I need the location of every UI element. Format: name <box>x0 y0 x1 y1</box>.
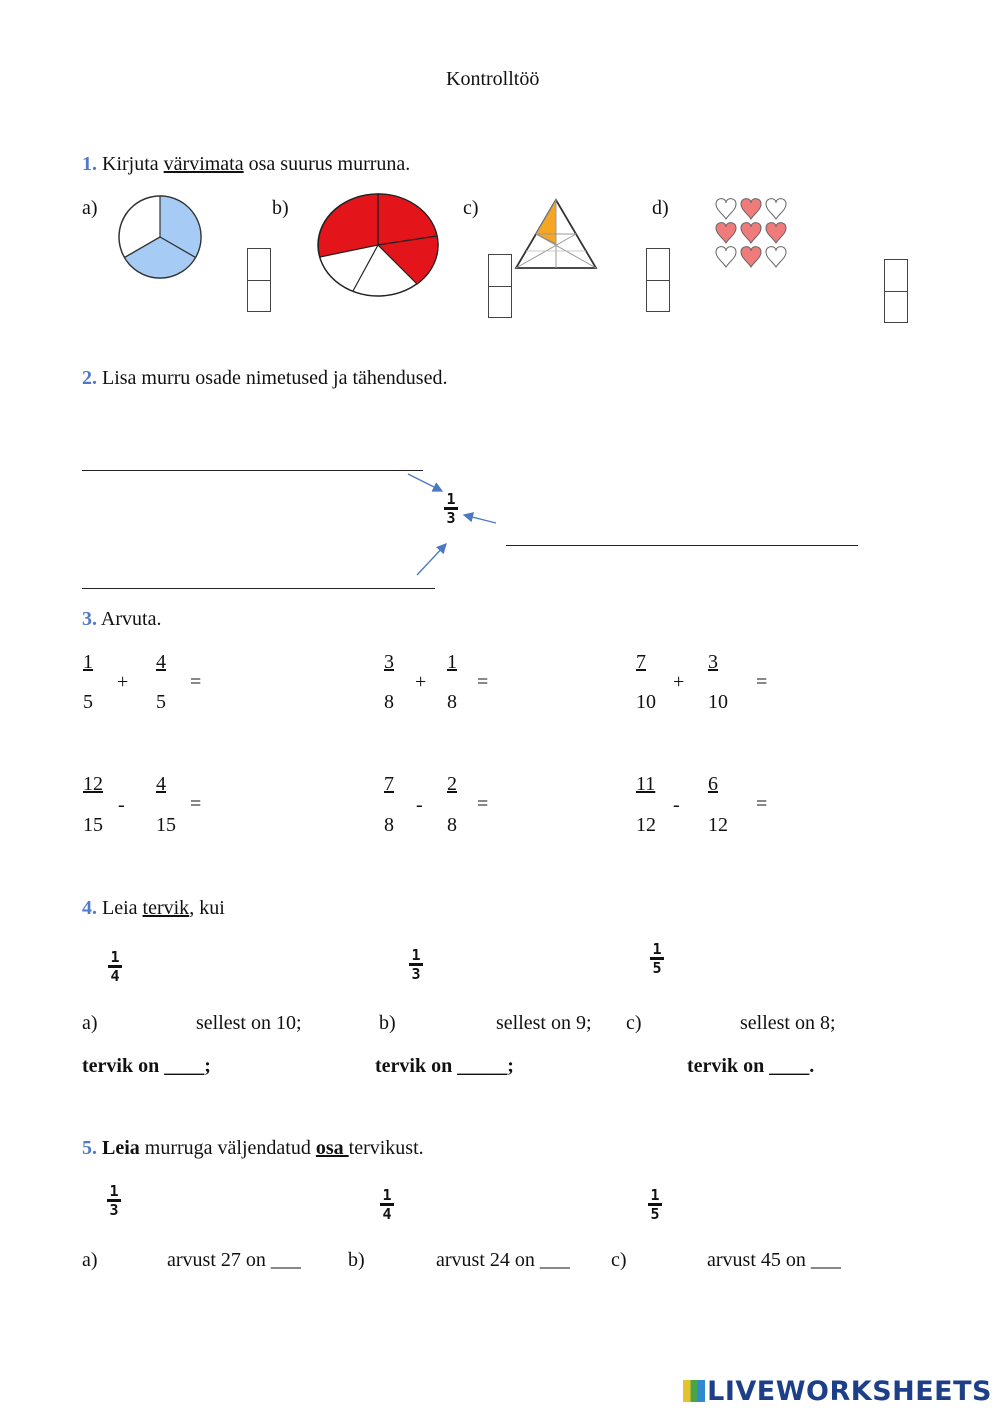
fraction-one-fourth <box>108 950 122 983</box>
task4-label-c: c) <box>626 1012 642 1034</box>
task5-label-a: a) <box>82 1249 98 1271</box>
fraction-one-fourth <box>380 1188 394 1221</box>
answer-box-b[interactable] <box>488 254 512 318</box>
equals: = <box>477 793 489 815</box>
frac-num: 4 <box>156 773 166 795</box>
task4-heading <box>82 897 225 920</box>
frac-den: 8 <box>447 691 457 713</box>
equals: = <box>756 671 768 693</box>
fraction-numerator: 1 <box>109 1182 119 1200</box>
task5-label-b: b) <box>348 1249 365 1271</box>
fraction-denominator: 4 <box>110 967 120 985</box>
task4-label-a: a) <box>82 1012 98 1034</box>
operator: + <box>415 671 427 693</box>
answer-box-c[interactable] <box>646 248 670 312</box>
task3-number: 3. <box>82 608 97 630</box>
fraction-numerator: 1 <box>411 946 421 964</box>
frac-den: 15 <box>156 814 176 836</box>
fraction-numerator: 1 <box>382 1186 392 1204</box>
operator: - <box>416 794 423 816</box>
task5-label-c: c) <box>611 1249 627 1271</box>
answer-field-a[interactable]: tervik on ____; <box>82 1055 211 1077</box>
fraction-denominator: 5 <box>652 959 662 977</box>
task4-text-b: sellest on 9; <box>496 1012 592 1034</box>
hearts-figure <box>710 194 794 274</box>
task2-heading <box>82 367 447 390</box>
task2-number: 2. <box>82 367 97 389</box>
task4-text-c: sellest on 8; <box>740 1012 836 1034</box>
task5-number: 5. <box>82 1137 97 1159</box>
frac-den: 10 <box>708 691 728 713</box>
logo-text: LIVEWORKSHEETS <box>707 1376 992 1407</box>
fraction-one-third <box>409 948 423 981</box>
fraction-numerator: 1 <box>446 490 456 508</box>
operator: + <box>117 671 129 693</box>
task1-text-post: osa suurus murruna. <box>243 153 411 175</box>
task1-label-b: b) <box>272 197 289 219</box>
answer-line-bottom[interactable] <box>82 588 435 589</box>
task4-number: 4. <box>82 897 97 919</box>
task5-heading <box>82 1137 424 1160</box>
equals: = <box>190 671 202 693</box>
frac-den: 12 <box>636 814 656 836</box>
frac-num: 3 <box>708 651 718 673</box>
answer-field-b[interactable]: tervik on _____; <box>375 1055 514 1077</box>
frac-num: 6 <box>708 773 718 795</box>
liveworksheets-logo <box>683 1376 992 1407</box>
fraction-one-fifth <box>650 942 664 975</box>
frac-num: 7 <box>384 773 394 795</box>
task1-label-c: c) <box>463 197 479 219</box>
equals: = <box>756 793 768 815</box>
operator: + <box>673 671 685 693</box>
answer-box-a[interactable] <box>247 248 271 312</box>
fraction-numerator: 1 <box>650 1186 660 1204</box>
answer-line-top[interactable] <box>82 470 423 471</box>
task1-text-pre: Kirjuta <box>102 153 164 175</box>
frac-den: 8 <box>384 691 394 713</box>
logo-icon <box>683 1380 705 1402</box>
task3-heading <box>82 608 161 631</box>
frac-num: 11 <box>636 773 656 795</box>
frac-den: 15 <box>83 814 103 836</box>
task1-underlined: värvimata <box>163 153 244 175</box>
frac-den: 8 <box>447 814 457 836</box>
answer-box-d[interactable] <box>884 259 908 323</box>
operator: - <box>118 794 125 816</box>
task4-text-a: sellest on 10; <box>196 1012 302 1034</box>
frac-num: 1 <box>447 651 457 673</box>
answer-field-c[interactable]: arvust 45 on ___ <box>707 1249 841 1271</box>
task1-label-a: a) <box>82 197 98 219</box>
frac-den: 10 <box>636 691 656 713</box>
frac-den: 12 <box>708 814 728 836</box>
frac-den: 8 <box>384 814 394 836</box>
operator: - <box>673 794 680 816</box>
answer-field-c[interactable]: tervik on ____. <box>687 1055 815 1077</box>
frac-den: 5 <box>83 691 93 713</box>
equals: = <box>477 671 489 693</box>
answer-line-right[interactable] <box>506 545 858 546</box>
fraction-denominator: 5 <box>650 1205 660 1223</box>
task2-text: Lisa murru osade nimetused ja tähendused. <box>102 367 448 389</box>
task4-underlined: tervik <box>142 897 190 919</box>
pointer-arrows <box>400 470 510 580</box>
frac-num: 3 <box>384 651 394 673</box>
fraction-numerator: 1 <box>652 940 662 958</box>
task4-text-post: , kui <box>189 897 225 919</box>
task5-underlined: osa <box>315 1137 349 1159</box>
task4-label-b: b) <box>379 1012 396 1034</box>
fraction-denominator: 3 <box>109 1201 119 1219</box>
task5-text-post: tervikust. <box>348 1137 424 1159</box>
answer-field-b[interactable]: arvust 24 on ___ <box>436 1249 570 1271</box>
frac-num: 7 <box>636 651 646 673</box>
task4-text-pre: Leia <box>102 897 143 919</box>
frac-num: 2 <box>447 773 457 795</box>
frac-num: 12 <box>83 773 103 795</box>
page-title: Kontrolltöö <box>446 68 540 90</box>
circle-thirds-figure <box>116 195 204 279</box>
fraction-denominator: 3 <box>446 509 456 527</box>
triangle-figure <box>513 198 599 272</box>
frac-num: 1 <box>83 651 93 673</box>
task3-text: Arvuta. <box>100 608 162 630</box>
task1-heading <box>82 153 410 176</box>
fraction-denominator: 3 <box>411 965 421 983</box>
ellipse-fifths-figure <box>316 193 441 299</box>
frac-num: 4 <box>156 651 166 673</box>
task5-bold: Leia <box>102 1137 140 1159</box>
fraction-numerator: 1 <box>110 948 120 966</box>
fraction-one-fifth <box>648 1188 662 1221</box>
equals: = <box>190 793 202 815</box>
answer-field-a[interactable]: arvust 27 on ___ <box>167 1249 301 1271</box>
task1-number: 1. <box>82 153 97 175</box>
task1-label-d: d) <box>652 197 669 219</box>
fraction-one-third <box>107 1184 121 1217</box>
frac-den: 5 <box>156 691 166 713</box>
task5-text-mid: murruga väljendatud <box>139 1137 316 1159</box>
fraction-denominator: 4 <box>382 1205 392 1223</box>
